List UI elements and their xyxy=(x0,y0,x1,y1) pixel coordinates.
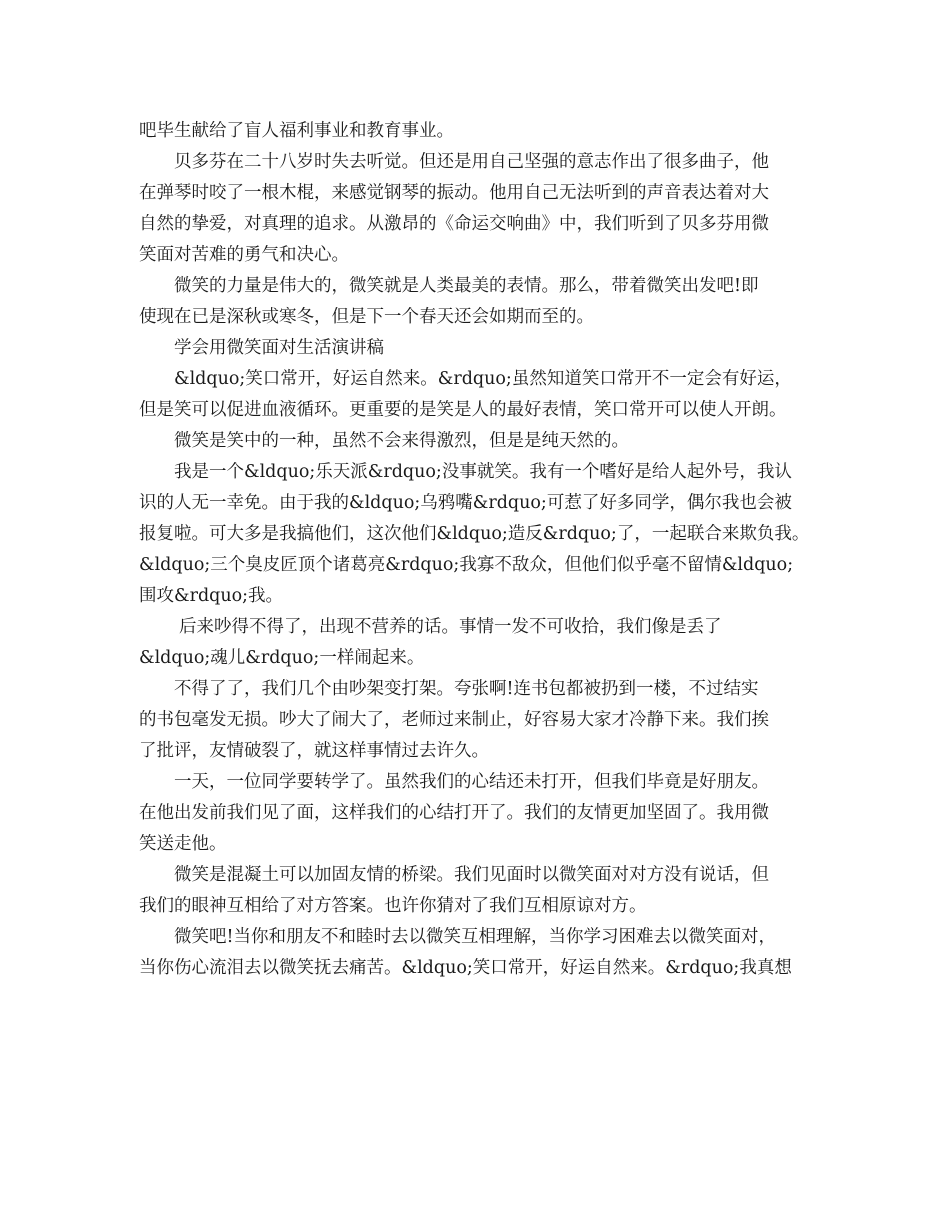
text-line: 吧毕生献给了盲人福利事业和教育事业。 xyxy=(139,121,454,141)
text-line: 了批评，友情破裂了，就这样事情过去许久。 xyxy=(139,741,489,761)
text-line: 报复啦。可大多是我搞他们，这次他们&ldquo;造反&rdquo;了，一起联合来欺负我。 xyxy=(139,524,810,544)
text-line: 自然的挚爱，对真理的追求。从激昂的《命运交响曲》中，我们听到了贝多芬用微 xyxy=(139,214,769,234)
paragraph-start: 微笑吧!当你和朋友不和睦时去以微笑互相理解，当你学习困难去以微笑面对， xyxy=(174,927,777,947)
paragraph-start: 贝多芬在二十八岁时失去听觉。但还是用自己坚强的意志作出了很多曲子，他 xyxy=(174,152,769,172)
text-line: &ldquo;三个臭皮匠顶个诸葛亮&rdquo;我寡不敌众，但他们似乎毫不留情&ldquo; xyxy=(139,555,794,575)
paragraph-start: 后来吵得不得了，出现不营养的话。事情一发不可收拾，我们像是丢了 xyxy=(179,617,722,637)
text-line: 识的人无一幸免。由于我的&ldquo;乌鸦嘴&rdquo;可惹了好多同学，偶尔我也会被 xyxy=(139,493,792,513)
text-line: 在他出发前我们见了面，这样我们的心结打开了。我们的友情更加坚固了。我用微 xyxy=(139,803,769,823)
text-line: 但是笑可以促进血液循环。更重要的是笑是人的最好表情，笑口常开可以使人开朗。 xyxy=(139,400,787,420)
paragraph-start: 一天，一位同学要转学了。虽然我们的心结还未打开，但我们毕竟是好朋友。 xyxy=(174,772,769,792)
paragraph-start: 不得了了，我们几个由吵架变打架。夸张啊!连书包都被扔到一楼，不过结实 xyxy=(174,679,759,699)
section-heading: 学会用微笑面对生活演讲稿 xyxy=(174,338,384,358)
text-line: 当你伤心流泪去以微笑抚去痛苦。&ldquo;笑口常开，好运自然来。&rdquo;我真想 xyxy=(139,958,792,978)
text-line: &ldquo;魂儿&rdquo;一样闹起来。 xyxy=(139,648,425,668)
text-line: 的书包毫发无损。吵大了闹大了，老师过来制止，好容易大家才冷静下来。我们挨 xyxy=(139,710,769,730)
document-body xyxy=(139,116,829,984)
text-line: 使现在已是深秋或寒冬，但是下一个春天还会如期而至的。 xyxy=(139,307,594,327)
paragraph-start: 我是一个&ldquo;乐天派&rdquo;没事就笑。我有一个嗜好是给人起外号，我认 xyxy=(174,462,792,482)
text-line: 我们的眼神互相给了对方答案。也许你猜对了我们互相原谅对方。 xyxy=(139,896,647,916)
paragraph-start: 微笑是笑中的一种，虽然不会来得激烈，但是是纯天然的。 xyxy=(174,431,629,451)
text-line: 围攻&rdquo;我。 xyxy=(139,586,284,606)
paragraph-start: &ldquo;笑口常开，好运自然来。&rdquo;虽然知道笑口常开不一定会有好运， xyxy=(174,369,792,389)
paragraph-start: 微笑的力量是伟大的，微笑就是人类最美的表情。那么，带着微笑出发吧!即 xyxy=(174,276,759,296)
text-line: 在弹琴时咬了一根木棍，来感觉钢琴的振动。他用自己无法听到的声音表达着对大 xyxy=(139,183,769,203)
text-line: 笑送走他。 xyxy=(139,834,227,854)
text-line: 笑面对苦难的勇气和决心。 xyxy=(139,245,349,265)
paragraph-start: 微笑是混凝土可以加固友情的桥梁。我们见面时以微笑面对对方没有说话，但 xyxy=(174,865,769,885)
